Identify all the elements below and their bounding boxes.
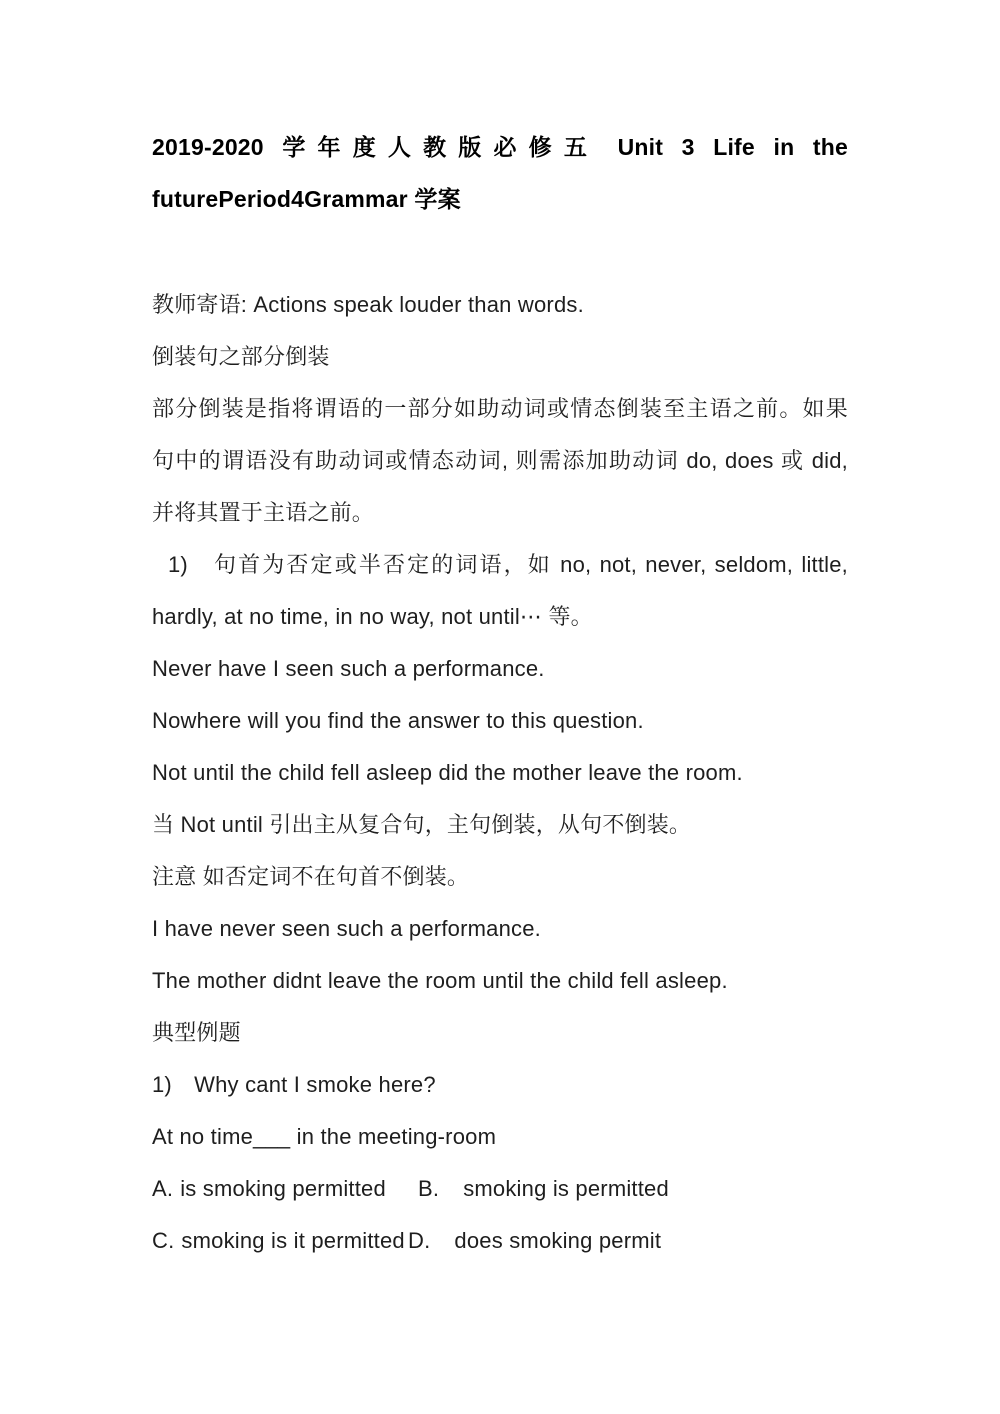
title-line-2: futurePeriod4Grammar 学案 bbox=[152, 186, 461, 212]
option-a-label: A. bbox=[152, 1176, 174, 1201]
document-content bbox=[152, 121, 848, 1267]
option-b-label: B. bbox=[418, 1176, 440, 1201]
paragraph-definition-line-1: 部分倒装是指将谓语的一部分如助动词或情态倒装至主语之前。如果 bbox=[152, 396, 848, 421]
option-d-label: D. bbox=[408, 1228, 431, 1253]
option-b bbox=[418, 1163, 669, 1215]
title-line-1: 2019-2020 学年度人教版必修五 Unit 3 Life in the bbox=[152, 134, 848, 160]
section-heading-typical-examples: 典型例题 bbox=[152, 1020, 241, 1045]
blank-line bbox=[152, 225, 848, 279]
rule-1-line-2: hardly, at no time, in no way, not until⋯ 等。 bbox=[152, 604, 593, 629]
question-1-prompt: 1) Why cant I smoke here? bbox=[152, 1072, 436, 1097]
option-b-text: smoking is permitted bbox=[463, 1176, 669, 1201]
option-c bbox=[152, 1215, 408, 1267]
example-sentence-2: Nowhere will you find the answer to this question. bbox=[152, 708, 644, 733]
question-1-stem: At no time___ in the meeting-room bbox=[152, 1124, 497, 1149]
option-c-label: C. bbox=[152, 1228, 175, 1253]
option-a bbox=[152, 1163, 418, 1215]
note-negative-word: 注意 如否定词不在句首不倒装。 bbox=[152, 864, 470, 889]
example-sentence-4: I have never seen such a performance. bbox=[152, 916, 541, 941]
options-row-cd bbox=[152, 1215, 848, 1267]
teacher-motto: 教师寄语: Actions speak louder than words. bbox=[152, 292, 584, 317]
options-row-ab bbox=[152, 1163, 848, 1215]
rule-1-line-1: 1) 句首为否定或半否定的词语，如 no, not, never, seldom, little, bbox=[168, 552, 848, 577]
paragraph-definition-line-2: 句中的谓语没有助动词或情态动词, 则需添加助动词 do, does 或 did, bbox=[152, 448, 848, 473]
example-sentence-5: The mother didnt leave the room until the child fell asleep. bbox=[152, 968, 728, 993]
note-not-until: 当 Not until 引出主从复合句，主句倒装，从句不倒装。 bbox=[152, 812, 692, 837]
option-c-text: smoking is it permitted bbox=[181, 1228, 405, 1253]
option-a-text: is smoking permitted bbox=[180, 1176, 386, 1201]
paragraph-definition-line-3: 并将其置于主语之前。 bbox=[152, 500, 375, 525]
option-d bbox=[408, 1215, 661, 1267]
option-d-text: does smoking permit bbox=[454, 1228, 662, 1253]
example-sentence-1: Never have I seen such a performance. bbox=[152, 656, 545, 681]
example-sentence-3: Not until the child fell asleep did the mother leave the room. bbox=[152, 760, 743, 785]
heading-partial-inversion: 倒装句之部分倒装 bbox=[152, 344, 330, 369]
